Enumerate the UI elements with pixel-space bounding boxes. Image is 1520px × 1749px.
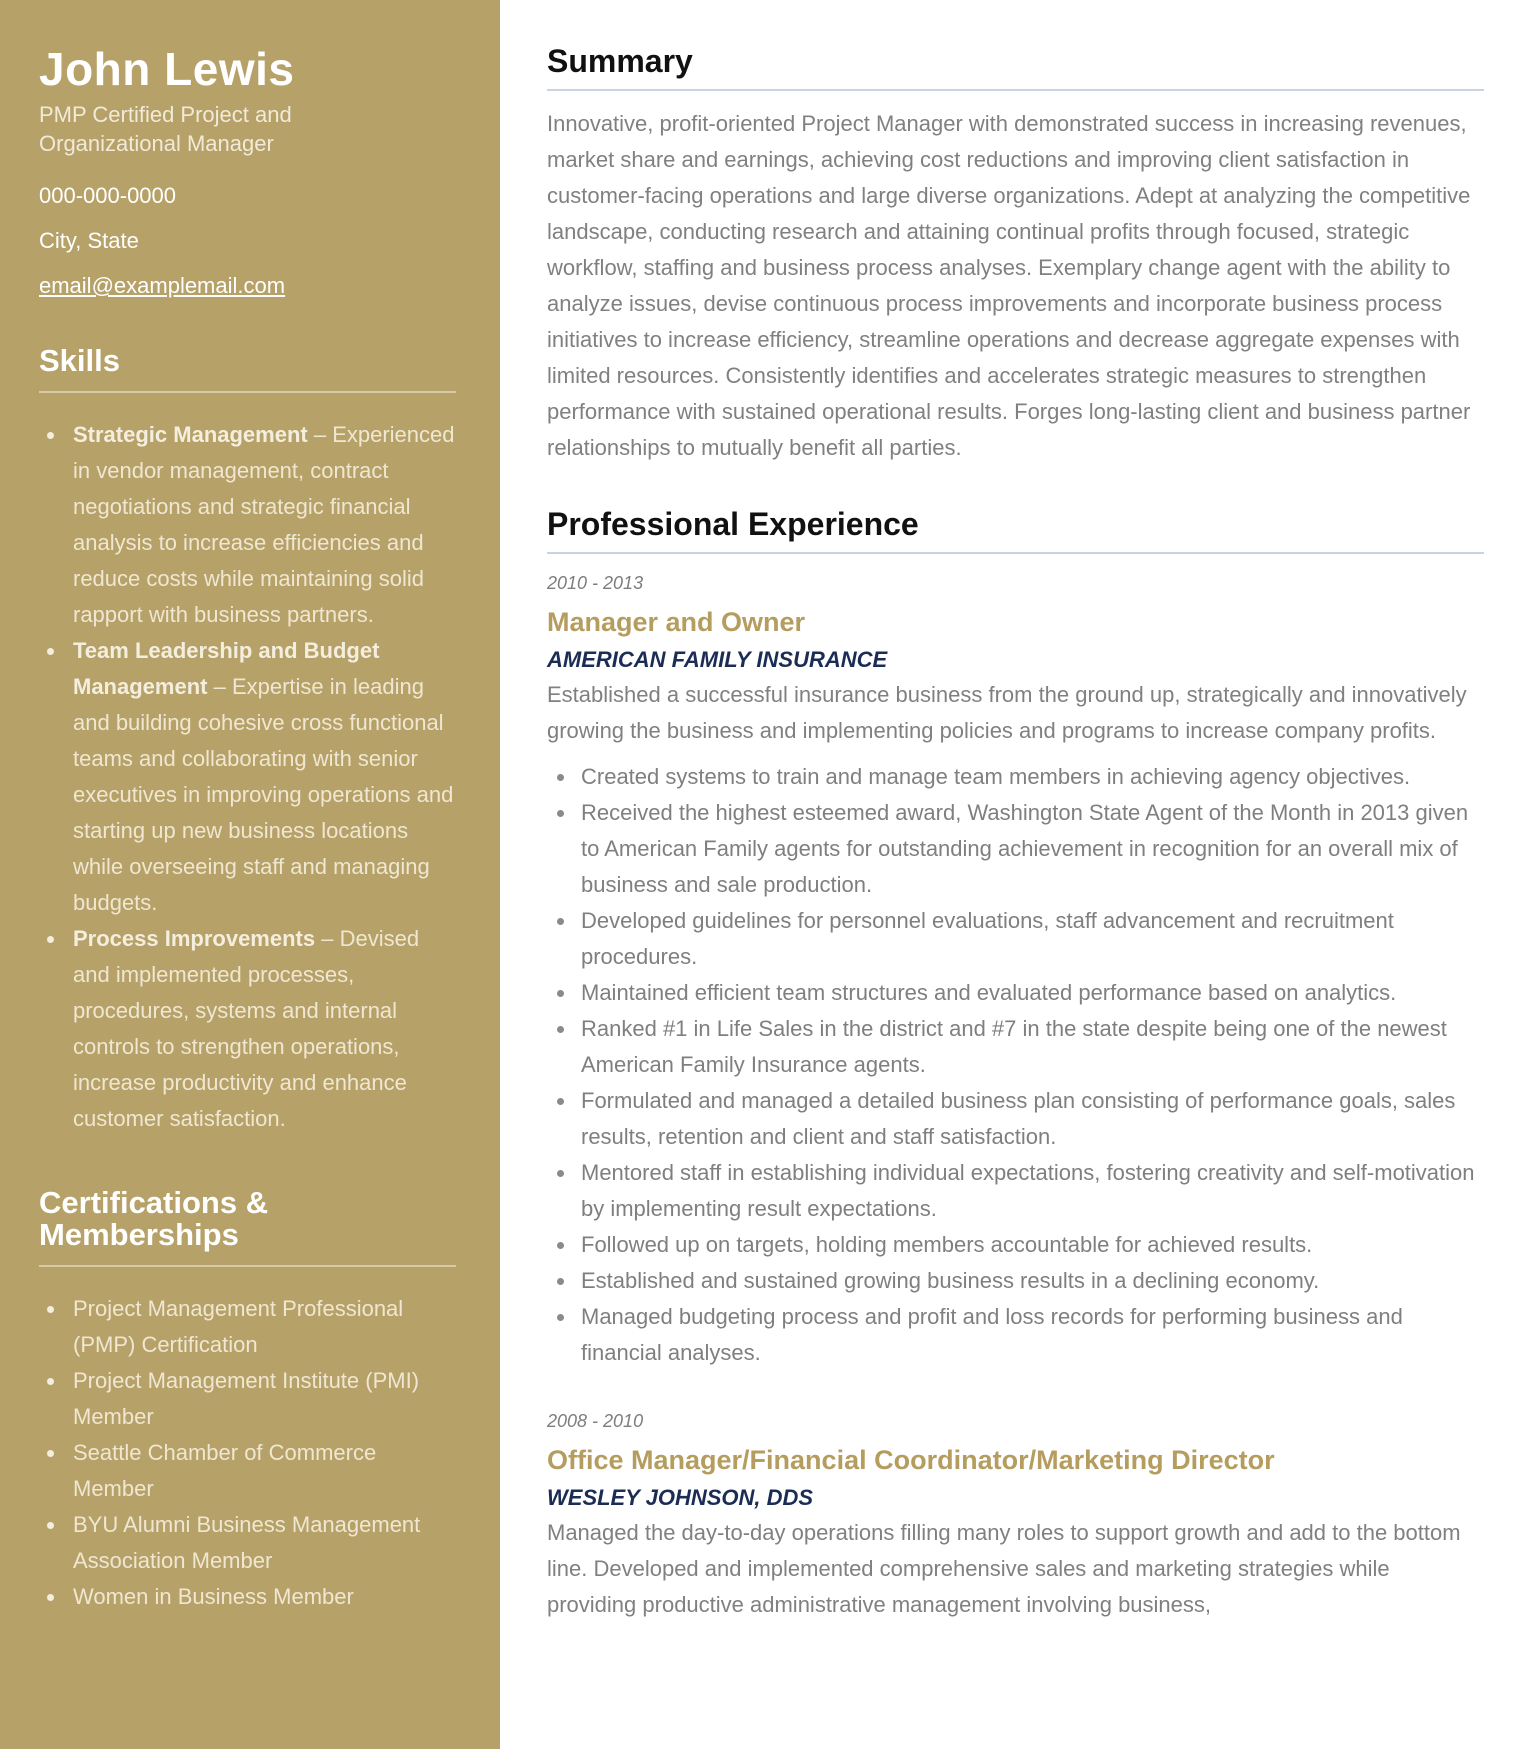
experience-heading: Professional Experience [547,506,919,542]
job-bullets [547,759,1484,1371]
list-item: Developed guidelines for personnel evaluations, staff advancement and recruitment procedures. [547,903,1484,975]
list-item: Managed budgeting process and profit and loss records for performing business and financial analyses. [547,1299,1484,1371]
job-title: Office Manager/Financial Coordinator/Marketing Director [547,1445,1275,1475]
certifications-list [39,1291,456,1615]
list-item: Received the highest esteemed award, Washington State Agent of the Month in 2013 given to American Family agents for outstanding achievement in recognition for an overall mix of business and sale production. [547,795,1484,903]
job-title: Manager and Owner [547,607,806,637]
candidate-name: John Lewis [39,43,295,95]
location: City, State [39,228,139,253]
certification-item: Women in Business Member [39,1579,456,1615]
certification-item: Project Management Professional (PMP) Certification [39,1291,456,1363]
list-item: Followed up on targets, holding members accountable for achieved results. [547,1227,1484,1263]
summary-divider [547,89,1484,91]
list-item: Formulated and managed a detailed business plan consisting of performance goals, sales results, retention and client and staff satisfaction. [547,1083,1484,1155]
certification-item: Project Management Institute (PMI) Member [39,1363,456,1435]
list-item: Ranked #1 in Life Sales in the district and #7 in the state despite being one of the newest American Family Insurance agents. [547,1011,1484,1083]
job-dates: 2010 - 2013 [547,573,644,593]
skills-list [39,417,456,1137]
job-description: Established a successful insurance business from the ground up, strategically and innovatively growing the business and implementing policies and programs to increase company profits. [547,682,1467,743]
main-content [547,0,1484,1623]
certifications-heading: Certifications & Memberships [39,1185,269,1252]
list-item: Maintained efficient team structures and evaluated performance based on analytics. [547,975,1484,1011]
certification-item: BYU Alumni Business Management Association Member [39,1507,456,1579]
skills-divider [39,391,456,393]
list-item: Mentored staff in establishing individual expectations, fostering creativity and self-motivation by implementing result expectations. [547,1155,1484,1227]
sidebar [0,0,500,1749]
list-item: Created systems to train and manage team members in achieving agency objectives. [547,759,1484,795]
skills-heading: Skills [39,343,120,378]
experience-divider [547,552,1484,554]
summary-heading: Summary [547,43,693,79]
company-name: AMERICAN FAMILY INSURANCE [547,647,888,672]
skill-item: Strategic Management – Experienced in vendor management, contract negotiations and strategic financial analysis to increase efficiencies and reduce costs while maintaining solid rapport with business partners. [39,417,456,633]
candidate-title: PMP Certified Project and Organizational Manager [39,102,292,156]
email-link[interactable]: email@examplemail.com [39,273,286,298]
certifications-divider [39,1265,456,1267]
job-dates: 2008 - 2010 [547,1411,644,1431]
certification-item: Seattle Chamber of Commerce Member [39,1435,456,1507]
job-entry [547,1409,1484,1623]
skill-item: Team Leadership and Budget Management – Expertise in leading and building cohesive cross functional teams and collaborating with senior executives in improving operations and starting up new business locations while overseeing staff and managing budgets. [39,633,456,921]
summary-text: Innovative, profit-oriented Project Manager with demonstrated success in increasing revenues, market share and earnings, achieving cost reductions and improving client satisfaction in customer-facing operations and large diverse organizations. Adept at analyzing the competitive landscape, conducting research and attaining continual profits through focused, strategic workflow, staffing and business process analyses. Exemplary change agent with the ability to analyze issues, devise continuous process improvements and incorporate business process initiatives to increase efficiency, streamline operations and decrease aggregate expenses with limited resources. Consistently identifies and accelerates strategic measures to strengthen performance with sustained operational results. Forges long-lasting client and business partner relationships to mutually benefit all parties. [547,111,1471,460]
company-name: WESLEY JOHNSON, DDS [547,1485,814,1510]
job-entry [547,571,1484,1371]
list-item: Established and sustained growing business results in a declining economy. [547,1263,1484,1299]
job-description: Managed the day-to-day operations filling many roles to support growth and add to the bottom line. Developed and implemented comprehensive sales and marketing strategies while providing productive administrative management involving business, [547,1520,1461,1617]
phone-number: 000-000-0000 [39,183,177,208]
skill-item: Process Improvements – Devised and implemented processes, procedures, systems and internal controls to strengthen operations, increase productivity and enhance customer satisfaction. [39,921,456,1137]
